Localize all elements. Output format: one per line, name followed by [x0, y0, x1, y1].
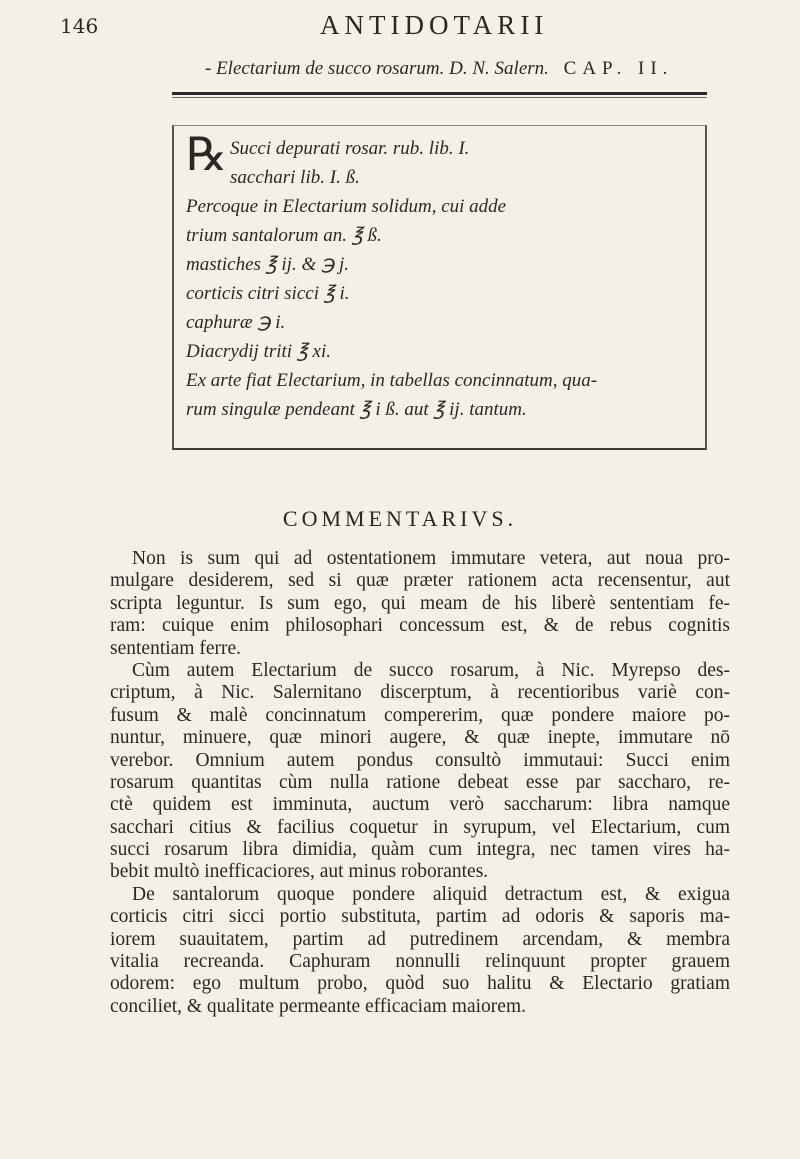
chapter-label: CAP. II.	[563, 58, 674, 79]
text-line: scripta leguntur. Is sum ego, qui meam de his liberè sententiam fe-	[110, 592, 730, 614]
text-line: verebor. Omnium autem pondus consultò immutaui: Succi enim	[110, 749, 730, 771]
running-head	[60, 8, 760, 44]
commentary-heading: COMMENTARIVS.	[282, 506, 518, 531]
text-line: ram: cuique enim philosophari concessum est, & de rebus cognitis	[110, 615, 730, 637]
text-line: De santalorum quoque pondere aliquid detractum est, & exigua	[132, 883, 730, 905]
text-line: rosarum quantitas cùm nulla ratione debeat esse par saccharo, re-	[110, 771, 730, 793]
recipe-line: Percoque in Electarium solidum, cui adde	[186, 196, 507, 217]
page-number: 146	[60, 14, 99, 38]
text-line: conciliet, & qualitate permeante efficaciam maiorem.	[110, 995, 526, 1017]
subhead-title: - Electarium de succo rosarum. D. N. Salern.	[205, 58, 549, 79]
recipe-line: Ex arte fiat Electarium, in tabellas concinnatum, qua-	[186, 370, 598, 391]
recipe-box	[172, 125, 707, 450]
text-line: nuntur, minuere, quæ minori augere, & quæ inepte, immutare nō	[110, 727, 730, 749]
text-line: corticis citri sicci portio substituta, partim ad odoris & saporis ma-	[110, 906, 730, 928]
text-line: Cùm autem Electarium de succo rosarum, à Nic. Myrepso des-	[132, 659, 730, 681]
text-line: mulgare desiderem, sed si quæ præter rationem acta recensentur, aut	[110, 570, 730, 592]
recipe-line: mastiches ℥ ij. & ℈ j.	[186, 254, 350, 275]
text-line: iorem suauitatem, partim ad putredinem arcendam, & membra	[110, 928, 730, 950]
text-line: Non is sum qui ad ostentationem immutare vetera, aut noua pro-	[132, 548, 730, 569]
text-line: ctè quidem est imminuta, auctum verò saccharum: libra namque	[110, 794, 730, 816]
text-line: succi rosarum libra dimidia, quàm cum integra, nec tamen vires ha-	[110, 839, 730, 861]
recipe-line: rum singulæ pendeant ℥ i ß. aut ℥ ij. tantum.	[186, 399, 527, 420]
recipe-line: trium santalorum an. ℥ ß.	[186, 225, 382, 246]
recipe-symbol: ℞	[186, 129, 228, 180]
text-line: sacchari citius & facilius coquetur in syrupum, vel Electarium, cum	[110, 816, 730, 838]
text-line: odorem: ego multum probo, quòd suo halitu & Electario gratiam	[110, 973, 730, 995]
recipe-line: Succi depurati rosar. rub. lib. I.	[230, 138, 470, 159]
recipe-lines	[186, 134, 696, 424]
recipe-line: corticis citri sicci ℥ i.	[186, 283, 350, 304]
header-rule	[172, 92, 707, 95]
text-line: bebit multò inefficaciores, aut minus roborantes.	[110, 861, 489, 883]
text-line: sententiam ferre.	[110, 637, 242, 659]
header-rule-thin	[172, 97, 707, 98]
recipe-line: Diacrydij triti ℥ xi.	[186, 341, 332, 362]
text-line: fusum & malè concinnatum compererim, quæ pondere maiore po-	[110, 704, 730, 726]
recipe-line: caphuræ ℈ i.	[186, 312, 286, 333]
recipe-line: sacchari lib. I. ß.	[230, 167, 360, 188]
text-line: vitalia recreanda. Caphuram nonnulli relinquunt propter grauem	[110, 951, 730, 973]
commentary-body	[110, 548, 730, 1018]
running-title: ANTIDOTARII	[320, 10, 549, 40]
text-line: criptum, à Nic. Salernitano discerptum, à recentioribus variè con-	[110, 682, 730, 704]
section-subhead	[205, 58, 765, 80]
